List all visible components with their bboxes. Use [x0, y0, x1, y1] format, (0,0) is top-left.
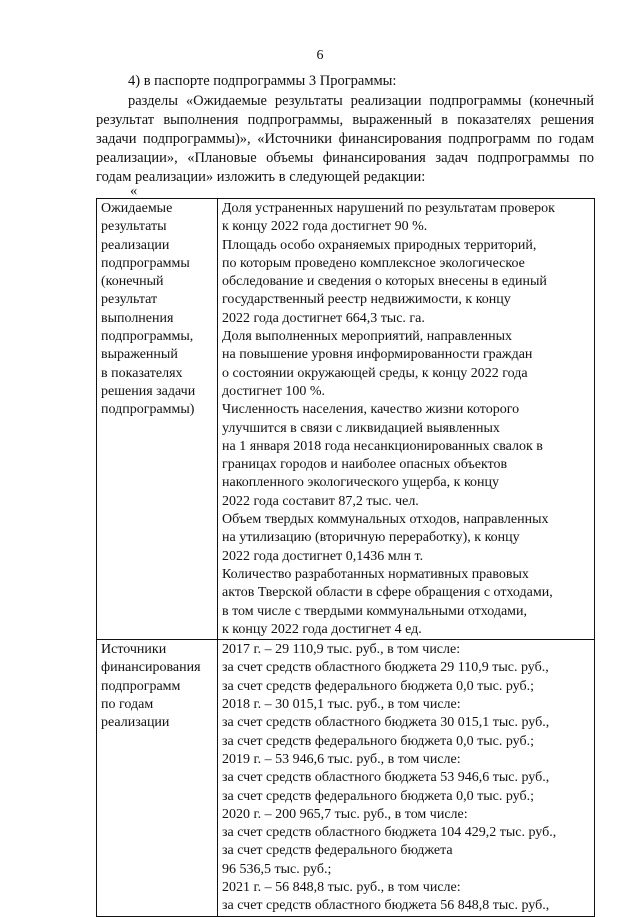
content-line: за счет средств федерального бюджета: [222, 843, 453, 859]
page-number: 6: [316, 48, 324, 63]
label-line: выполнения: [101, 310, 174, 326]
row-content-funding-sources: [218, 640, 595, 916]
content-line: по которым проведено комплексное экологическое: [222, 255, 525, 271]
content-line: за счет средств федерального бюджета 0,0 тыс. руб.;: [222, 678, 534, 694]
label-line: реализации: [101, 237, 170, 253]
content-line: за счет средств областного бюджета 56 848,8 тыс. руб.,: [222, 898, 550, 914]
content-line: улучшится в связи с ликвидацией выявленных: [222, 420, 500, 436]
label-line: Ожидаемые: [101, 201, 173, 216]
label-line: подпрограммы,: [101, 329, 194, 345]
content-line: к концу 2022 года достигнет 90 %.: [222, 219, 428, 235]
opening-quote-mark: «: [130, 183, 138, 199]
intro-block: [96, 72, 594, 187]
content-line: за счет средств федерального бюджета 0,0 тыс. руб.;: [222, 733, 534, 749]
content-line: за счет средств областного бюджета 30 015,1 тыс. руб.,: [222, 715, 550, 731]
content-line: за счет средств областного бюджета 53 946,6 тыс. руб.,: [222, 770, 550, 786]
content-line: в том числе с твердыми коммунальными отходами,: [222, 603, 528, 619]
label-line: решения задачи: [101, 383, 196, 399]
table-row-funding-sources: [97, 640, 595, 916]
content-line: 2022 года составит 87,2 тыс. чел.: [222, 493, 419, 509]
content-line: 2020 г. – 200 965,7 тыс. руб., в том числе:: [222, 806, 468, 822]
subprogram-passport-table: [96, 198, 595, 917]
table-row-expected-results: [97, 199, 595, 640]
label-line: подпрограмм: [101, 678, 181, 694]
content-line: Доля устраненных нарушений по результатам проверок: [222, 201, 555, 216]
label-line: реализации: [101, 715, 170, 731]
label-line: финансирования: [101, 660, 201, 676]
amendment-heading: 4) в паспорте подпрограммы 3 Программы:: [128, 73, 397, 89]
label-line: подпрограммы): [101, 402, 195, 418]
content-line: Численность населения, качество жизни которого: [222, 402, 520, 418]
content-line: за счет средств областного бюджета 29 110,9 тыс. руб.,: [222, 660, 549, 676]
label-line: (конечный: [101, 274, 164, 290]
label-line: в показателях: [101, 365, 183, 381]
content-line: о состоянии окружающей среды, к концу 2022 года: [222, 365, 528, 381]
content-line: 2017 г. – 29 110,9 тыс. руб., в том числе:: [222, 642, 461, 658]
content-line: к концу 2022 года достигнет 4 ед.: [222, 621, 422, 637]
content-line: за счет средств федерального бюджета 0,0 тыс. руб.;: [222, 788, 534, 804]
content-line: достигнет 100 %.: [222, 383, 326, 399]
content-line: актов Тверской области в сфере обращения с отходами,: [222, 585, 553, 601]
label-line: Источники: [101, 642, 167, 658]
label-line: результат: [101, 292, 158, 308]
content-line: накопленного экологического ущерба, к концу: [222, 475, 500, 491]
content-line: 2021 г. – 56 848,8 тыс. руб., в том числе:: [222, 879, 461, 895]
content-line: на 1 января 2018 года несанкционированных свалок в: [222, 438, 543, 454]
label-line: результаты: [101, 219, 167, 235]
content-line: на утилизацию (вторичную переработку), к концу: [222, 530, 520, 546]
content-line: обследование и сведения о которых внесены в единый: [222, 274, 547, 290]
content-line: Площадь особо охраняемых природных территорий,: [222, 237, 537, 253]
content-line: 2019 г. – 53 946,6 тыс. руб., в том числе:: [222, 751, 461, 767]
content-line: 2022 года достигнет 0,1436 млн т.: [222, 548, 424, 564]
content-line: Количество разработанных нормативных правовых: [222, 566, 529, 582]
content-line: за счет средств областного бюджета 104 429,2 тыс. руб.,: [222, 825, 557, 841]
content-line: на повышение уровня информированности граждан: [222, 347, 533, 363]
content-line: государственный реестр недвижимости, к концу: [222, 292, 511, 308]
label-line: по годам: [101, 697, 154, 713]
content-line: Доля выполненных мероприятий, направленных: [222, 329, 513, 345]
row-label-expected-results: [97, 199, 218, 640]
content-line: 2018 г. – 30 015,1 тыс. руб., в том числе:: [222, 697, 461, 713]
content-line: 96 536,5 тыс. руб.;: [222, 861, 332, 877]
row-label-funding-sources: [97, 640, 218, 916]
amendment-paragraph: разделы «Ожидаемые результаты реализации подпрограммы (конечный результат выполнения подпрограммы, выраженный в показателях решения задачи подпрограммы)», «Источники финансирования подпрограмм по годам реализации», «Плановые объемы финансирования задач подпрограммы по годам реализации» изложить в следующей редакции:: [96, 93, 594, 185]
content-line: Объем твердых коммунальных отходов, направленных: [222, 512, 549, 528]
label-line: выраженный: [101, 347, 178, 363]
row-content-expected-results: [218, 199, 595, 640]
content-line: 2022 года достигнет 664,3 тыс. га.: [222, 310, 425, 326]
label-line: подпрограммы: [101, 255, 190, 271]
content-line: границах городов и наиболее опасных объектов: [222, 457, 508, 473]
